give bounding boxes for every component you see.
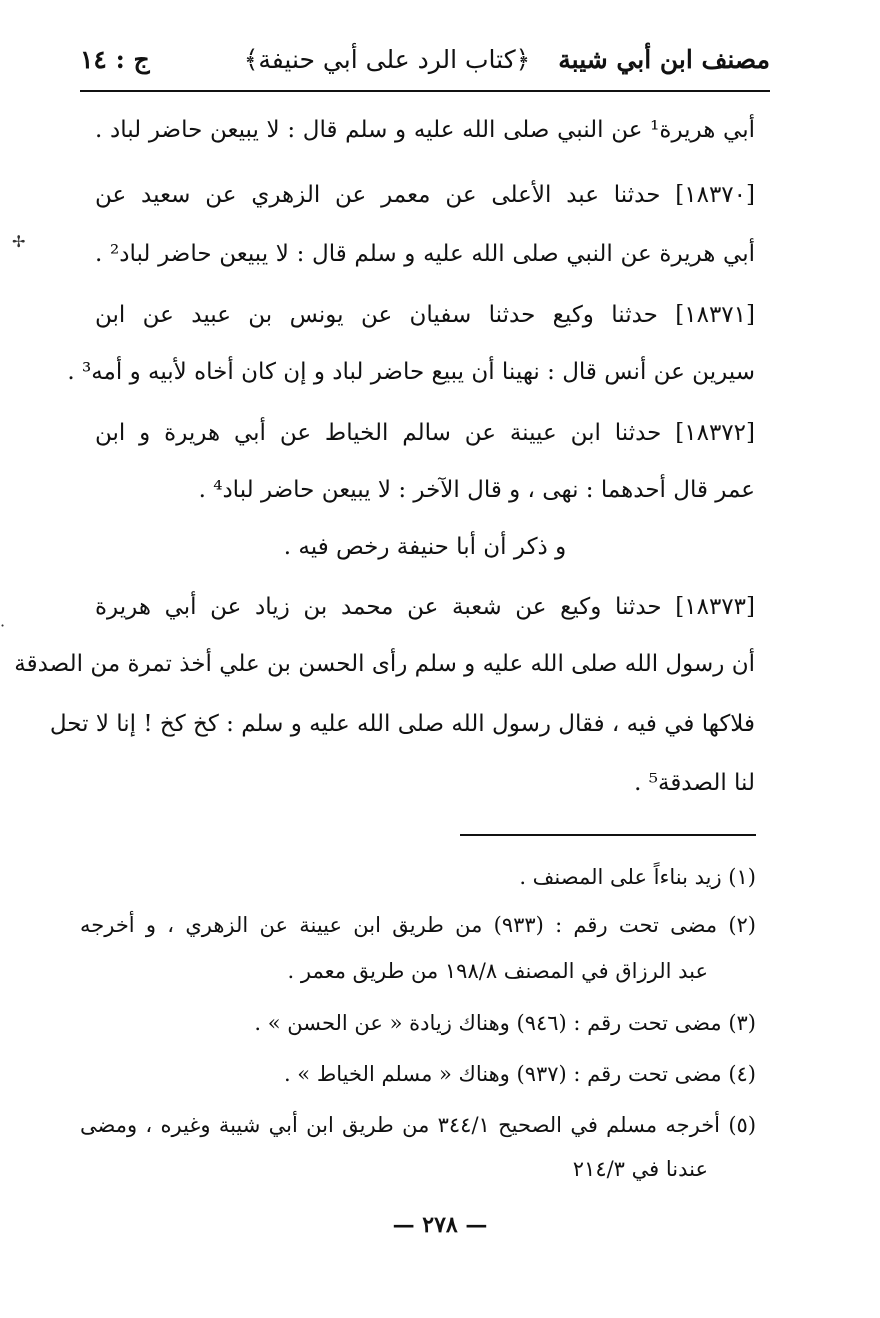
header-rule: [80, 90, 770, 92]
body-line: [١٨٣٧٣] حدثنا وكيع عن شعبة عن محمد بن زياد عن أبي هريرة: [95, 594, 755, 620]
footnote: (٥) أخرجه مسلم في الصحيح ٣٤٤/١ من طريق ابن أبي شيبة وغيره ، ومضى: [80, 1113, 757, 1137]
footnote-continuation: عندنا في ٢١٤/٣: [572, 1157, 708, 1181]
body-line: أن رسول الله صلى الله عليه و سلم رأى الحسن بن علي أخذ تمرة من الصدقة: [14, 651, 755, 677]
footnote: (٢) مضى تحت رقم : (٩٣٣) من طريق ابن عيينة عن الزهري ، و أخرجه: [80, 913, 756, 937]
body-line: فلاكها في فيه ، فقال رسول الله صلى الله عليه و سلم : كخ كخ ! إنا لا تحل: [49, 711, 755, 737]
header-volume: ج : ١٤: [80, 44, 150, 74]
body-line: أبي هريرة¹ عن النبي صلى الله عليه و سلم قال : لا يبيعن حاضر لباد .: [95, 117, 756, 143]
footnote: (٣) مضى تحت رقم : (٩٤٦) وهناك زيادة « عن الحسن » .: [254, 1011, 756, 1035]
footnote: (١) زيد بناءاً على المصنف .: [519, 865, 756, 889]
page-number: — ٢٧٨ —: [392, 1212, 488, 1238]
footnote-rule: [460, 834, 756, 836]
body-line: أبي هريرة عن النبي صلى الله عليه و سلم قال : لا يبيعن حاضر لباد² .: [95, 241, 756, 267]
body-line: سيرين عن أنس قال : نهينا أن يبيع حاضر لباد و إن كان أخاه لأبيه و أمه³ .: [67, 359, 755, 385]
header-book-title: ﴿كتاب الرد على أبي حنيفة﴾: [243, 44, 531, 74]
margin-mark-icon: ✢: [12, 232, 26, 251]
body-line: عمر قال أحدهما : نهى ، و قال الآخر : لا يبيعن حاضر لباد⁴ .: [198, 477, 755, 503]
margin-mark-icon: ·: [0, 616, 6, 635]
header-title: مصنف ابن أبي شيبة: [558, 44, 770, 74]
body-line: لنا الصدقة⁵ .: [634, 770, 755, 796]
footnote: (٤) مضى تحت رقم : (٩٣٧) وهناك « مسلم الخياط » .: [283, 1062, 756, 1086]
body-line: [١٨٣٧١] حدثنا وكيع حدثنا سفيان عن يونس بن عبيد عن ابن: [95, 302, 755, 328]
body-line: و ذكر أن أبا حنيفة رخص فيه .: [283, 534, 567, 560]
body-line: [١٨٣٧٠] حدثنا عبد الأعلى عن معمر عن الزهري عن سعيد عن: [95, 182, 755, 208]
body-line: [١٨٣٧٢] حدثنا ابن عيينة عن سالم الخياط عن أبي هريرة و ابن: [95, 420, 755, 446]
running-header: [80, 30, 770, 88]
footnote-continuation: عبد الرزاق في المصنف ١٩٨/٨ من طريق معمر .: [287, 959, 708, 983]
